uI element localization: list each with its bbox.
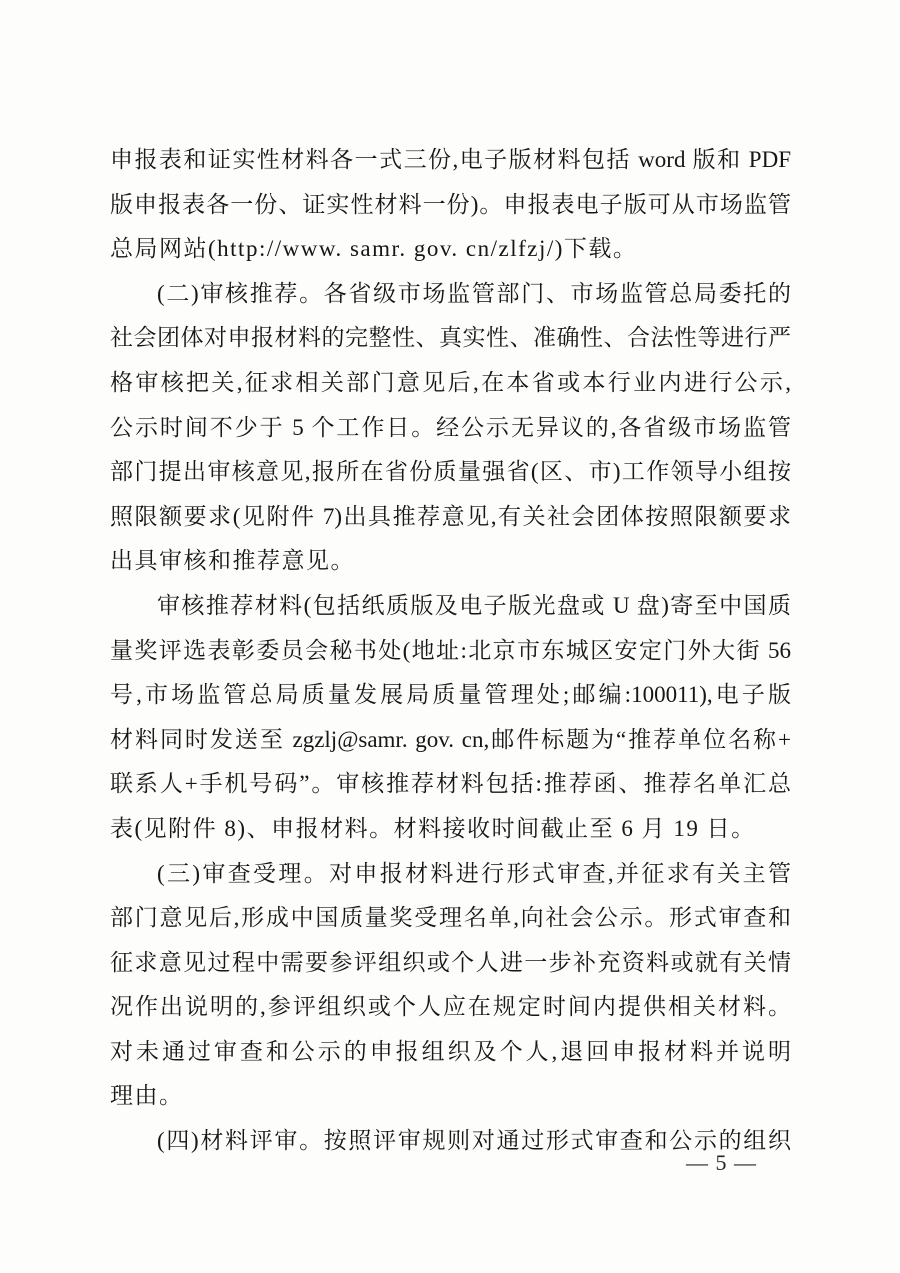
text-line: (三)审查受理。对申报材料进行形式审查,并征求有关主管 xyxy=(157,860,791,886)
text-line: 部门提出审核意见,报所在省份质量强省(区、市)工作领导小组按 xyxy=(110,459,791,485)
text-line: 况作出说明的,参评组织或个人应在规定时间内提供相关材料。 xyxy=(110,994,791,1020)
text-line: 出具审核和推荐意见。 xyxy=(110,548,355,574)
text-line: 照限额要求(见附件 7)出具推荐意见,有关社会团体按照限额要求 xyxy=(110,503,791,529)
document-body xyxy=(110,138,791,1164)
text-line: 量奖评选表彰委员会秘书处(地址:北京市东城区安定门外大街 56 xyxy=(110,637,791,663)
text-line: (四)材料评审。按照评审规则对通过形式审查和公示的组织 xyxy=(157,1128,791,1154)
text-line: 审核推荐材料(包括纸质版及电子版光盘或 U 盘)寄至中国质 xyxy=(157,592,791,618)
text-line: 联系人+手机号码”。审核推荐材料包括:推荐函、推荐名单汇总 xyxy=(110,771,791,797)
text-line: 号,市场监管总局质量发展局质量管理处;邮编:100011),电子版 xyxy=(110,682,791,708)
text-line: 征求意见过程中需要参评组织或个人进一步补充资料或就有关情 xyxy=(110,949,791,975)
text-line: 公示时间不少于 5 个工作日。经公示无异议的,各省级市场监管 xyxy=(110,414,791,440)
text-line: 材料同时发送至 zgzlj@samr. gov. cn,邮件标题为“推荐单位名称+ xyxy=(110,726,791,752)
text-line: 格审核把关,征求相关部门意见后,在本省或本行业内进行公示, xyxy=(110,369,791,395)
text-line: 版申报表各一份、证实性材料一份)。申报表电子版可从市场监管 xyxy=(110,191,791,217)
text-line: 社会团体对申报材料的完整性、真实性、准确性、合法性等进行严 xyxy=(110,325,791,351)
text-line: 总局网站(http://www. samr. gov. cn/zlfzj/)下载。 xyxy=(110,236,638,262)
text-line: 申报表和证实性材料各一式三份,电子版材料包括 word 版和 PDF xyxy=(110,147,791,172)
text-line: 理由。 xyxy=(110,1083,184,1109)
text-line: (二)审核推荐。各省级市场监管部门、市场监管总局委托的 xyxy=(157,280,791,306)
text-line: 表(见附件 8)、申报材料。材料接收时间截止至 6 月 19 日。 xyxy=(110,815,756,841)
text-line: 对未通过审查和公示的申报组织及个人,退回申报材料并说明 xyxy=(110,1038,791,1064)
page-number: — 5 — xyxy=(686,1150,757,1175)
text-line: 部门意见后,形成中国质量奖受理名单,向社会公示。形式审查和 xyxy=(110,905,791,931)
